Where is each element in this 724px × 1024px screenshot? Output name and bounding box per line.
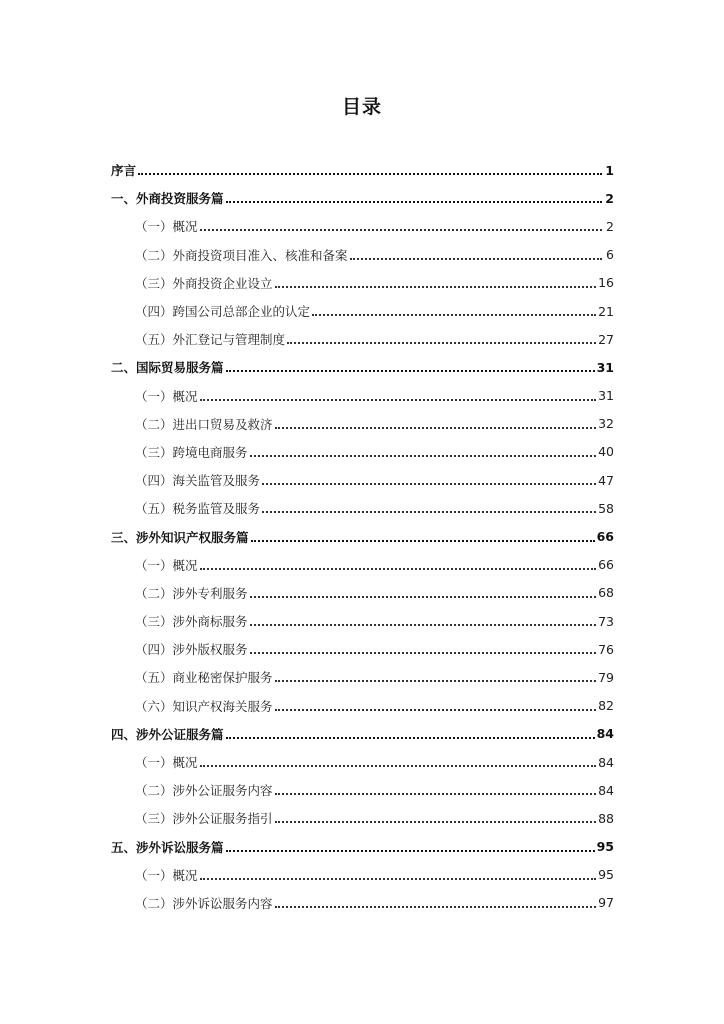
toc-section-entry[interactable] xyxy=(111,522,614,550)
toc-section-entry[interactable] xyxy=(111,720,614,748)
toc-section-entry[interactable] xyxy=(111,353,614,381)
toc-dot-leader xyxy=(226,737,595,739)
toc-dot-leader xyxy=(312,314,596,316)
toc-subsection-entry[interactable] xyxy=(111,382,614,410)
toc-dot-leader xyxy=(250,652,597,654)
toc-page-number: 95 xyxy=(596,839,614,855)
toc-entry-label: （三）涉外商标服务 xyxy=(135,614,248,630)
toc-dot-leader xyxy=(275,793,597,795)
toc-dot-leader xyxy=(275,427,597,429)
toc-dot-leader xyxy=(200,765,597,767)
toc-entry-label: 二、国际贸易服务篇 xyxy=(111,360,224,376)
toc-dot-leader xyxy=(275,709,597,711)
table-of-contents xyxy=(111,156,614,917)
toc-subsection-entry[interactable] xyxy=(111,438,614,466)
toc-dot-leader xyxy=(251,540,595,542)
toc-page-number: 68 xyxy=(598,585,614,601)
toc-page-number: 66 xyxy=(596,529,614,545)
toc-subsection-entry[interactable] xyxy=(111,325,614,353)
toc-entry-label: 五、涉外诉讼服务篇 xyxy=(111,839,224,855)
toc-entry-label: （一）概况 xyxy=(135,219,198,235)
toc-dot-leader xyxy=(250,596,597,598)
toc-entry-label: 序言 xyxy=(111,163,137,179)
toc-dot-leader xyxy=(275,906,597,908)
toc-dot-leader xyxy=(200,878,597,880)
toc-subsection-entry[interactable] xyxy=(111,635,614,663)
toc-section-entry[interactable] xyxy=(111,184,614,212)
toc-dot-leader xyxy=(250,455,597,457)
toc-page-number: 31 xyxy=(596,359,614,375)
toc-subsection-entry[interactable] xyxy=(111,692,614,720)
toc-subsection-entry[interactable] xyxy=(111,889,614,917)
toc-entry-label: （四）跨国公司总部企业的认定 xyxy=(135,304,311,320)
toc-page-number: 97 xyxy=(598,895,614,911)
toc-entry-label: 一、外商投资服务篇 xyxy=(111,191,224,207)
toc-dot-leader xyxy=(262,483,596,485)
toc-entry-label: （二）涉外诉讼服务内容 xyxy=(135,895,273,911)
toc-entry-label: （六）知识产权海关服务 xyxy=(135,698,273,714)
toc-page-number: 79 xyxy=(598,669,614,685)
toc-page-number: 73 xyxy=(598,613,614,629)
toc-dot-leader xyxy=(250,624,597,626)
toc-dot-leader xyxy=(200,399,597,401)
toc-dot-leader xyxy=(226,201,602,203)
toc-dot-leader xyxy=(287,342,596,344)
toc-dot-leader xyxy=(226,370,595,372)
toc-page-number: 27 xyxy=(598,331,614,347)
page-title: 目录 xyxy=(341,96,382,118)
toc-page-number: 40 xyxy=(598,444,614,460)
toc-dot-leader xyxy=(262,511,596,513)
toc-subsection-entry[interactable] xyxy=(111,494,614,522)
toc-page-number: 2 xyxy=(605,190,614,206)
toc-page-number: 31 xyxy=(598,388,614,404)
toc-page-number: 88 xyxy=(598,810,614,826)
toc-entry-label: （三）涉外公证服务指引 xyxy=(135,811,273,827)
toc-subsection-entry[interactable] xyxy=(111,297,614,325)
toc-entry-label: （二）外商投资项目准入、核准和备案 xyxy=(135,247,348,263)
toc-subsection-entry[interactable] xyxy=(111,466,614,494)
toc-entry-label: （一）概况 xyxy=(135,557,198,573)
toc-dot-leader xyxy=(275,821,597,823)
toc-entry-label: （五）税务监管及服务 xyxy=(135,501,261,517)
toc-page-number: 47 xyxy=(598,472,614,488)
toc-dot-leader xyxy=(200,568,597,570)
toc-entry-label: （二）进出口贸易及救济 xyxy=(135,416,273,432)
toc-subsection-entry[interactable] xyxy=(111,579,614,607)
toc-subsection-entry[interactable] xyxy=(111,804,614,832)
toc-dot-leader xyxy=(275,286,597,288)
toc-subsection-entry[interactable] xyxy=(111,212,614,240)
toc-page-number: 2 xyxy=(606,218,614,234)
toc-entry-label: 三、涉外知识产权服务篇 xyxy=(111,529,249,545)
toc-page-number: 84 xyxy=(596,726,614,742)
toc-subsection-entry[interactable] xyxy=(111,776,614,804)
toc-subsection-entry[interactable] xyxy=(111,748,614,776)
toc-page-number: 1 xyxy=(605,162,614,178)
toc-entry-label: （五）商业秘密保护服务 xyxy=(135,670,273,686)
toc-subsection-entry[interactable] xyxy=(111,241,614,269)
toc-page-number: 76 xyxy=(598,641,614,657)
toc-section-entry[interactable] xyxy=(111,833,614,861)
toc-subsection-entry[interactable] xyxy=(111,607,614,635)
toc-page-number: 66 xyxy=(598,557,614,573)
toc-dot-leader xyxy=(350,258,602,260)
toc-page-number: 58 xyxy=(598,500,614,516)
toc-entry-label: （一）概况 xyxy=(135,867,198,883)
toc-subsection-entry[interactable] xyxy=(111,410,614,438)
toc-page-number: 84 xyxy=(598,782,614,798)
toc-dot-leader xyxy=(138,173,602,175)
toc-page-number: 95 xyxy=(598,867,614,883)
toc-entry-label: （三）外商投资企业设立 xyxy=(135,275,273,291)
toc-page-number: 16 xyxy=(598,275,614,291)
toc-subsection-entry[interactable] xyxy=(111,269,614,297)
toc-entry-label: （一）概况 xyxy=(135,388,198,404)
toc-dot-leader xyxy=(200,229,602,231)
toc-subsection-entry[interactable] xyxy=(111,861,614,889)
toc-entry-label: （四）涉外版权服务 xyxy=(135,642,248,658)
toc-entry-label: （二）涉外公证服务内容 xyxy=(135,783,273,799)
toc-subsection-entry[interactable] xyxy=(111,663,614,691)
toc-page-number: 6 xyxy=(606,247,614,263)
toc-entry-label: （三）跨境电商服务 xyxy=(135,444,248,460)
toc-entry-label: （四）海关监管及服务 xyxy=(135,473,261,489)
toc-entry-label: （五）外汇登记与管理制度 xyxy=(135,332,286,348)
toc-entry-label: （一）概况 xyxy=(135,755,198,771)
toc-page-number: 21 xyxy=(598,303,614,319)
toc-section-entry[interactable] xyxy=(111,156,614,184)
toc-page-number: 82 xyxy=(598,698,614,714)
toc-subsection-entry[interactable] xyxy=(111,551,614,579)
toc-entry-label: 四、涉外公证服务篇 xyxy=(111,726,224,742)
toc-entry-label: （二）涉外专利服务 xyxy=(135,585,248,601)
toc-dot-leader xyxy=(275,680,597,682)
toc-dot-leader xyxy=(226,850,595,852)
toc-page-number: 84 xyxy=(598,754,614,770)
toc-page-number: 32 xyxy=(598,416,614,432)
